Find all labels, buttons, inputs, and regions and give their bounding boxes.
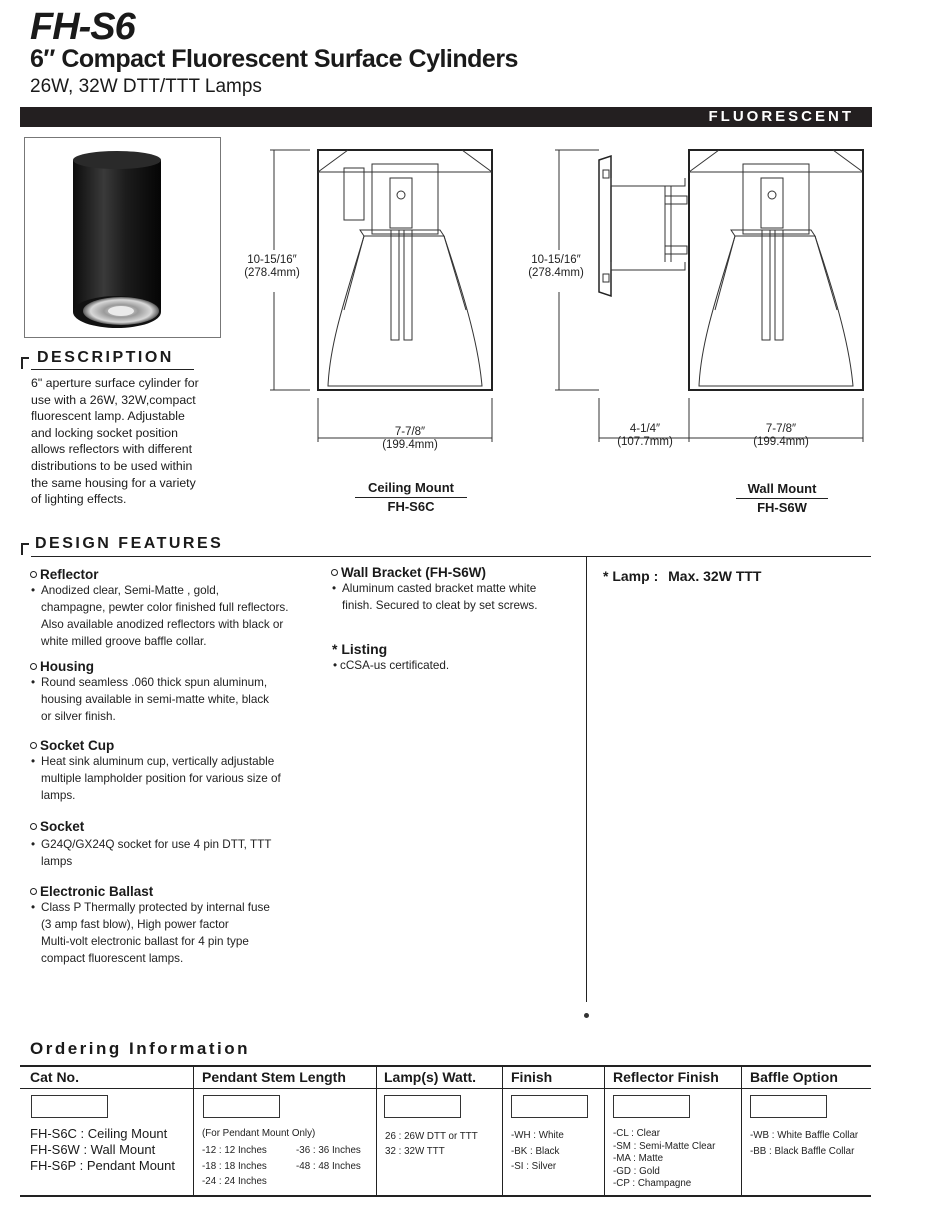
finish-input[interactable]: [511, 1095, 588, 1118]
feature-line: Multi-volt electronic ballast for 4 pin type: [41, 935, 249, 948]
category-bar: [20, 107, 872, 127]
option-item: FH-S6P : Pendant Mount: [30, 1158, 176, 1173]
ring-bullet-icon: [331, 569, 338, 576]
wall-mount-drawing: [515, 140, 865, 450]
feature-electronic-ballast: [30, 884, 320, 967]
option-item: -48 : 48 Inches: [296, 1160, 361, 1172]
feature-line: • G24Q/GX24Q socket for use 4 pin DTT, TTT: [41, 838, 272, 851]
divider: [20, 1065, 871, 1067]
wall-mount-label: Wall Mount: [747, 481, 817, 496]
cat-no-input[interactable]: [31, 1095, 108, 1118]
feature-line: finish. Secured to cleat by set screws.: [342, 599, 538, 612]
feature-listing: [332, 641, 582, 674]
feature-line: • Heat sink aluminum cup, vertically adjustable: [41, 755, 275, 768]
bullet-dot: [584, 1013, 589, 1018]
col-header-reflector: Reflector Finish: [613, 1069, 719, 1085]
description-text: [31, 375, 231, 508]
dim-inches: 7-7/8″: [765, 423, 797, 435]
col-header-baffle: Baffle Option: [750, 1069, 838, 1085]
option-item: -WH : White: [511, 1130, 564, 1141]
divider: [20, 1195, 871, 1197]
feature-line: Also available anodized reflectors with black or: [41, 618, 284, 631]
feature-title: * Listing: [332, 641, 388, 657]
lamp-options: [385, 1129, 478, 1159]
feature-title: Wall Bracket (FH-S6W): [341, 565, 487, 580]
lamp-types: 26W, 32W DTT/TTT Lamps: [30, 76, 262, 97]
option-item: -12 : 12 Inches: [202, 1145, 267, 1156]
description-line: distributions to be used within: [31, 458, 193, 473]
dim-mm: (199.4mm): [382, 439, 438, 451]
section-bracket: [21, 543, 29, 555]
column-divider: [741, 1067, 742, 1195]
dim-inches: 7-7/8″: [394, 426, 426, 438]
feature-title: Electronic Ballast: [40, 884, 154, 899]
section-bracket: [21, 357, 29, 369]
lamp-watt-input[interactable]: [384, 1095, 461, 1118]
option-item: -CP : Champagne: [613, 1178, 692, 1190]
stem-length-input[interactable]: [203, 1095, 280, 1118]
feature-line: • Anodized clear, Semi-Matte , gold,: [41, 584, 219, 597]
column-divider: [376, 1067, 377, 1195]
description-line: and locking socket position: [31, 425, 178, 440]
feature-line: • Round seamless .060 thick spun aluminum,: [41, 676, 268, 689]
ceiling-width-dim: [345, 426, 475, 452]
baffle-options: [750, 1128, 858, 1159]
product-photo: [24, 137, 221, 338]
option-item: 32 : 32W TTT: [385, 1146, 445, 1157]
feature-line: white milled groove baffle collar.: [41, 635, 207, 648]
ring-bullet-icon: [30, 663, 37, 670]
feature-line: lamps.: [41, 789, 76, 802]
feature-line: lamps: [41, 855, 73, 868]
reflector-finish-input[interactable]: [613, 1095, 690, 1118]
lamp-spec-label: * Lamp :: [603, 568, 659, 584]
feature-wall-bracket: [331, 565, 581, 614]
option-item: -BK : Black: [511, 1145, 560, 1157]
option-item: -BB : Black Baffle Collar: [750, 1145, 855, 1157]
feature-line: champagne, pewter color finished full reflectors.: [41, 601, 289, 614]
feature-line: or silver finish.: [41, 710, 116, 723]
feature-reflector: [30, 567, 330, 650]
ring-bullet-icon: [30, 888, 37, 895]
option-item: FH-S6W : Wall Mount: [30, 1142, 156, 1157]
divider: [31, 369, 194, 370]
description-line: allows reflectors with different: [31, 442, 193, 457]
stem-options-right: [296, 1143, 361, 1174]
lamp-spec: [603, 568, 761, 584]
design-features-heading: DESIGN FEATURES: [35, 535, 224, 552]
feature-socket-cup: [30, 738, 320, 804]
dim-mm: (107.7mm): [617, 436, 673, 448]
feature-line: compact fluorescent lamps.: [41, 952, 184, 965]
ceiling-mount-drawing: [230, 140, 510, 450]
category-label: FLUORESCENT: [708, 108, 854, 125]
option-item: -WB : White Baffle Collar: [750, 1130, 859, 1141]
stem-note: (For Pendant Mount Only): [202, 1128, 316, 1139]
option-item: -24 : 24 Inches: [202, 1176, 267, 1187]
divider: [20, 1088, 871, 1089]
feature-title: Socket: [40, 819, 85, 834]
dim-inches: 4-1/4″: [629, 423, 661, 435]
product-subtitle: 6″ Compact Fluorescent Surface Cylinders: [30, 45, 518, 73]
ordering-heading: Ordering Information: [30, 1039, 250, 1058]
option-item: -GD : Gold: [613, 1165, 660, 1177]
option-item: -SI : Silver: [511, 1161, 557, 1172]
wall-height-dim: [518, 254, 594, 280]
product-model: FH-S6: [30, 6, 135, 48]
feature-line: • Class P Thermally protected by internal fuse: [41, 901, 270, 914]
option-item: -18 : 18 Inches: [202, 1160, 267, 1172]
finish-options: [511, 1128, 564, 1175]
cylinder-fixture-image: [25, 138, 220, 337]
ring-bullet-icon: [30, 823, 37, 830]
option-item: -36 : 36 Inches: [296, 1145, 361, 1156]
lamp-spec-value: Max. 32W TTT: [668, 568, 762, 584]
column-divider: [502, 1067, 503, 1195]
option-item: -CL : Clear: [613, 1128, 660, 1139]
dim-mm: (278.4mm): [528, 267, 584, 279]
feature-housing: [30, 659, 320, 725]
column-divider: [586, 556, 587, 1002]
dim-inches: 10-15/16″: [531, 254, 581, 266]
option-item: FH-S6C : Ceiling Mount: [30, 1126, 168, 1141]
option-item: -MA : Matte: [613, 1153, 664, 1165]
col-header-finish: Finish: [511, 1069, 553, 1085]
feature-line: • Aluminum casted bracket matte white: [342, 582, 537, 595]
feature-title: Housing: [40, 659, 94, 674]
divider: [355, 497, 467, 498]
ceiling-mount-code: FH-S6C: [387, 499, 435, 514]
col-header-cat-no: Cat No.: [30, 1069, 79, 1085]
description-line: the same housing for a variety: [31, 475, 196, 490]
col-header-lamp: Lamp(s) Watt.: [384, 1069, 477, 1085]
stem-options-left: [202, 1143, 267, 1190]
cat-no-options: [30, 1126, 175, 1174]
ceiling-height-dim: [234, 254, 310, 280]
feature-line: (3 amp fast blow), High power factor: [41, 918, 229, 931]
feature-line: multiple lampholder position for various size of: [41, 772, 281, 785]
col-header-stem: Pendant Stem Length: [202, 1069, 346, 1085]
option-item: -SM : Semi-Matte Clear: [613, 1140, 716, 1152]
wall-bracket-dim: [600, 423, 690, 449]
option-item: 26 : 26W DTT or TTT: [385, 1131, 478, 1142]
baffle-option-input[interactable]: [750, 1095, 827, 1118]
column-divider: [193, 1067, 194, 1195]
dim-mm: (278.4mm): [244, 267, 300, 279]
feature-title: Reflector: [40, 567, 99, 582]
description-line: of lighting effects.: [31, 492, 127, 507]
wall-width-dim: [716, 423, 846, 449]
feature-line: housing available in semi-matte white, black: [41, 693, 270, 706]
wall-mount-code: FH-S6W: [757, 500, 807, 515]
dim-inches: 10-15/16″: [247, 254, 297, 266]
description-line: fluorescent lamp. Adjustable: [31, 409, 185, 424]
divider: [31, 556, 871, 557]
dim-mm: (199.4mm): [753, 436, 809, 448]
description-heading: DESCRIPTION: [37, 349, 174, 366]
feature-title: Socket Cup: [40, 738, 115, 753]
ring-bullet-icon: [30, 571, 37, 578]
feature-socket: [30, 819, 320, 870]
ring-bullet-icon: [30, 742, 37, 749]
description-line: 6" aperture surface cylinder for: [31, 376, 199, 390]
reflector-options: [613, 1128, 715, 1191]
column-divider: [604, 1067, 605, 1195]
description-line: use with a 26W, 32W,compact: [31, 392, 196, 407]
ceiling-mount-label: Ceiling Mount: [368, 480, 454, 495]
feature-line: • cCSA-us certificated.: [340, 659, 450, 672]
divider: [736, 498, 828, 499]
